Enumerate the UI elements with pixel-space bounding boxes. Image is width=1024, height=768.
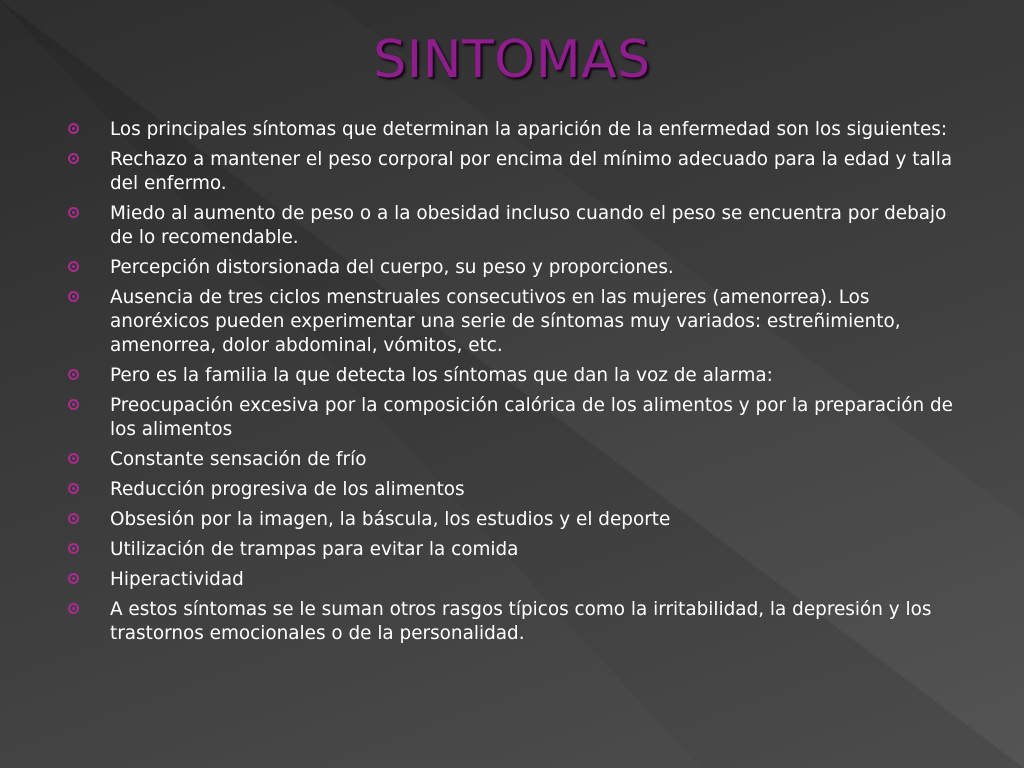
bullet-text: Pero es la familia la que detecta los síntomas que dan la voz de alarma: — [110, 365, 773, 386]
circle-dot-icon — [68, 603, 79, 614]
bullet-text: Hiperactividad — [110, 569, 244, 590]
bullet-text: Ausencia de tres ciclos menstruales consecutivos en las mujeres (amenorrea). Los anoréxicos pueden experimentar una serie de síntomas muy variados: estreñimiento, amenorrea, dolor abdominal, vómitos, etc. — [110, 287, 901, 356]
circle-dot-icon — [68, 123, 79, 134]
bullet-item — [68, 364, 968, 388]
bullet-text: Constante sensación de frío — [110, 449, 367, 470]
bullet-item — [68, 148, 968, 196]
bullet-text: Utilización de trampas para evitar la comida — [110, 539, 519, 560]
bullet-item — [68, 538, 968, 562]
circle-dot-icon — [68, 453, 79, 464]
circle-dot-icon — [68, 513, 79, 524]
bullet-item — [68, 256, 968, 280]
circle-dot-icon — [68, 399, 79, 410]
bullet-item — [68, 508, 968, 532]
circle-dot-icon — [68, 573, 79, 584]
bullet-item — [68, 202, 968, 250]
bullet-item — [68, 286, 968, 358]
circle-dot-icon — [68, 543, 79, 554]
bullet-item — [68, 568, 968, 592]
bullet-item — [68, 394, 968, 442]
bullet-text: Percepción distorsionada del cuerpo, su peso y proporciones. — [110, 257, 674, 278]
bullet-text: Los principales síntomas que determinan la aparición de la enfermedad son los siguientes: — [110, 119, 948, 140]
bullet-text: Rechazo a mantener el peso corporal por encima del mínimo adecuado para la edad y talla del enfermo. — [110, 149, 953, 194]
slide-title: SINTOMAS — [373, 30, 651, 90]
circle-dot-icon — [68, 153, 79, 164]
bullet-item — [68, 478, 968, 502]
bullet-item — [68, 598, 968, 646]
bullet-item — [68, 118, 968, 142]
bullet-text: A estos síntomas se le suman otros rasgos típicos como la irritabilidad, la depresión y los trastornos emocionales o de la personalidad. — [110, 599, 932, 644]
bullet-text: Obsesión por la imagen, la báscula, los estudios y el deporte — [110, 509, 671, 530]
circle-dot-icon — [68, 261, 79, 272]
bullet-text: Reducción progresiva de los alimentos — [110, 479, 465, 500]
circle-dot-icon — [68, 291, 79, 302]
circle-dot-icon — [68, 483, 79, 494]
circle-dot-icon — [68, 369, 79, 380]
bullet-text: Preocupación excesiva por la composición calórica de los alimentos y por la preparación de los alimentos — [110, 395, 953, 440]
bullet-list — [68, 118, 968, 652]
bullet-text: Miedo al aumento de peso o a la obesidad incluso cuando el peso se encuentra por debajo de lo recomendable. — [110, 203, 947, 248]
bullet-item — [68, 448, 968, 472]
circle-dot-icon — [68, 207, 79, 218]
